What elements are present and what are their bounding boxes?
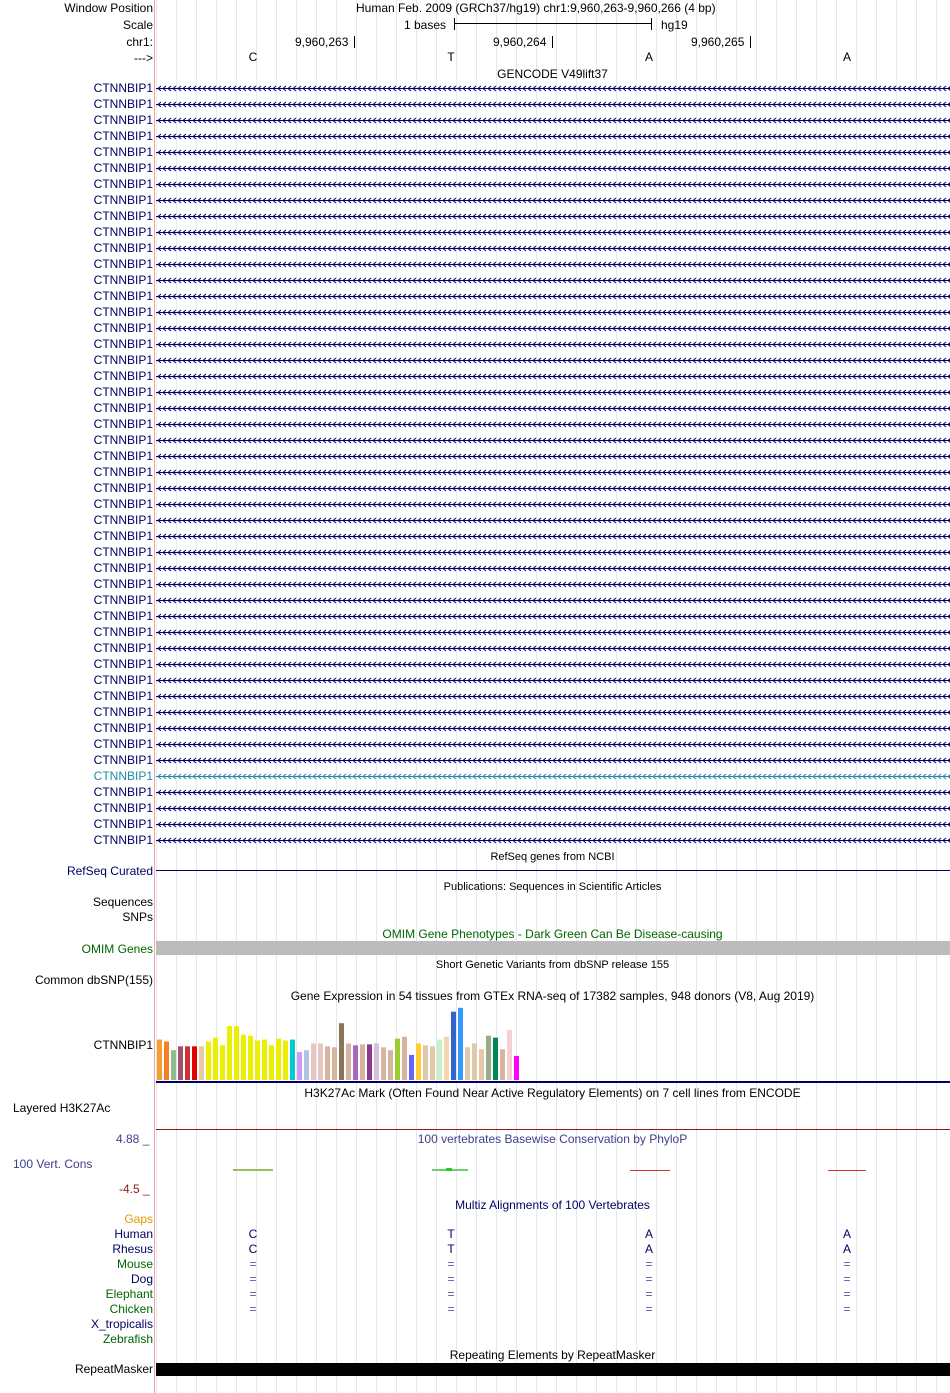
alignment-base: = [843,1257,851,1271]
phylop-max-label: 4.88 _ [116,1132,150,1146]
dbsnp-track-title[interactable]: Short Genetic Variants from dbSNP release 155 [435,959,670,971]
gencode-gene-label[interactable]: CTNNBIP1 [93,705,153,719]
alignment-base: = [249,1287,257,1301]
gencode-gene-label[interactable]: CTNNBIP1 [93,545,153,559]
gencode-gene-label[interactable]: CTNNBIP1 [93,337,153,351]
gtex-tissue-bar[interactable] [507,1030,512,1080]
alignment-base: = [447,1257,455,1271]
gencode-gene-label[interactable]: CTNNBIP1 [93,145,153,159]
track-divider [154,0,155,1393]
gencode-transcript[interactable] [156,625,950,639]
publications-track-title[interactable]: Publications: Sequences in Scientific Articles [443,881,662,893]
gencode-gene-label[interactable]: CTNNBIP1 [93,769,153,783]
scale-bar [454,18,652,30]
species-label[interactable]: Zebrafish [102,1332,153,1346]
tick-mark-3 [750,36,751,48]
alignment-base: = [249,1302,257,1316]
ref-base: A [842,50,851,64]
gencode-transcript[interactable] [156,641,950,655]
gencode-transcript[interactable] [156,721,950,735]
alignment-base: = [645,1287,653,1301]
gtex-tissue-bar[interactable] [395,1039,400,1080]
gencode-gene-label[interactable]: CTNNBIP1 [93,817,153,831]
species-label[interactable]: Human [114,1227,153,1241]
gencode-gene-label[interactable]: CTNNBIP1 [93,657,153,671]
multiz-track-title[interactable]: Multiz Alignments of 100 Vertebrates [455,1198,650,1212]
gtex-tissue-bar[interactable] [255,1041,260,1080]
ref-base: C [248,50,258,64]
gtex-tissue-bar[interactable] [430,1046,435,1080]
gencode-gene-label[interactable]: CTNNBIP1 [93,241,153,255]
gtex-tissue-bar[interactable] [157,1040,162,1080]
gtex-tissue-bar[interactable] [262,1040,267,1080]
gtex-tissue-bar[interactable] [185,1046,190,1080]
gencode-gene-label[interactable]: CTNNBIP1 [93,417,153,431]
gtex-tissue-bar[interactable] [402,1037,407,1080]
h3k27ac-line [156,1129,950,1130]
gencode-gene-label[interactable]: CTNNBIP1 [93,561,153,575]
gencode-gene-label[interactable]: CTNNBIP1 [93,513,153,527]
gtex-tissue-bar[interactable] [283,1041,288,1080]
phylop-signal [233,1169,273,1171]
db-text: hg19 [661,18,688,32]
gtex-tissue-bar[interactable] [164,1042,169,1081]
gencode-transcript[interactable] [156,481,950,495]
species-label[interactable]: Rhesus [112,1242,153,1256]
gtex-tissue-bar[interactable] [346,1043,351,1080]
gencode-transcript[interactable] [156,289,950,303]
omim-label[interactable]: OMIM Genes [81,942,153,956]
gencode-transcript[interactable] [156,785,950,799]
refseq-label[interactable]: RefSeq Curated [66,864,153,878]
gencode-gene-label[interactable]: CTNNBIP1 [93,113,153,127]
gtex-tissue-bar[interactable] [318,1043,323,1080]
sequences-label[interactable]: Sequences [92,895,153,909]
gencode-transcript[interactable] [156,529,950,543]
gencode-gene-label[interactable]: CTNNBIP1 [93,577,153,591]
alignment-base: C [248,1227,258,1241]
gencode-gene-label[interactable]: CTNNBIP1 [93,433,153,447]
window-position-label: Window Position [64,1,153,15]
gencode-transcript[interactable] [156,113,950,127]
gtex-tissue-bar[interactable] [367,1044,372,1080]
gencode-gene-label[interactable]: CTNNBIP1 [93,193,153,207]
gencode-transcript[interactable] [156,577,950,591]
alignment-base: A [644,1242,653,1256]
gencode-transcript[interactable] [156,337,950,351]
alignment-base: = [645,1302,653,1316]
gencode-transcript[interactable] [156,689,950,703]
gencode-transcript[interactable] [156,177,950,191]
alignment-base: = [843,1272,851,1286]
phylop-signal [630,1170,670,1171]
gencode-transcript[interactable] [156,433,950,447]
gtex-tissue-bar[interactable] [444,1037,449,1080]
assembly-title[interactable]: Human Feb. 2009 (GRCh37/hg19) chr1:9,960,263-9,960,266 (4 bp) [356,1,716,15]
gencode-gene-label[interactable]: CTNNBIP1 [93,97,153,111]
gencode-transcript[interactable] [156,161,950,175]
position-tick-3: 9,960,265 [691,35,745,49]
gtex-tissue-bar[interactable] [304,1050,309,1080]
gencode-gene-label[interactable]: CTNNBIP1 [93,673,153,687]
gtex-tissue-bar[interactable] [206,1042,211,1081]
gencode-gene-label[interactable]: CTNNBIP1 [93,609,153,623]
gtex-tissue-bar[interactable] [472,1043,477,1080]
alignment-base: = [249,1257,257,1271]
ref-base: T [447,50,455,64]
phylop-signal [446,1168,452,1171]
gtex-tissue-bar[interactable] [325,1046,330,1080]
species-label[interactable]: Mouse [116,1257,153,1271]
gtex-tissue-bar[interactable] [199,1046,204,1080]
gencode-transcript[interactable] [156,513,950,527]
snps-label[interactable]: SNPs [122,910,153,924]
gtex-tissue-bar[interactable] [416,1043,421,1080]
gencode-transcript[interactable] [156,209,950,223]
gencode-transcript[interactable] [156,753,950,767]
gencode-gene-label[interactable]: CTNNBIP1 [93,129,153,143]
phylop-track-title[interactable]: 100 vertebrates Basewise Conservation by PhyloP [417,1132,688,1146]
gtex-tissue-bar[interactable] [248,1036,253,1080]
gencode-transcript[interactable] [156,657,950,671]
gencode-transcript[interactable] [156,609,950,623]
alignment-base: = [645,1257,653,1271]
gtex-tissue-bar[interactable] [465,1047,470,1080]
gtex-tissue-bar[interactable] [479,1049,484,1080]
gencode-gene-label[interactable]: CTNNBIP1 [93,177,153,191]
alignment-base: = [645,1272,653,1286]
gencode-gene-label[interactable]: CTNNBIP1 [93,737,153,751]
omim-track-title[interactable]: OMIM Gene Phenotypes - Dark Green Can Be Disease-causing [382,927,723,941]
alignment-base: A [644,1227,653,1241]
gencode-gene-label[interactable]: CTNNBIP1 [93,481,153,495]
alignment-base: A [842,1242,851,1256]
gencode-gene-label[interactable]: CTNNBIP1 [93,273,153,287]
gencode-transcript[interactable] [156,273,950,287]
strand-label: ---> [134,51,153,65]
gencode-gene-label[interactable]: CTNNBIP1 [93,353,153,367]
gencode-transcript[interactable] [156,593,950,607]
gtex-tissue-bar[interactable] [451,1012,456,1080]
gtex-tissue-bar[interactable] [514,1056,519,1080]
gencode-gene-label[interactable]: CTNNBIP1 [93,625,153,639]
species-label[interactable]: Chicken [109,1302,153,1316]
ref-base: A [644,50,653,64]
gencode-gene-label[interactable]: CTNNBIP1 [93,257,153,271]
refseq-line [156,870,950,871]
gencode-transcript[interactable] [156,465,950,479]
gtex-bar-chart[interactable] [156,1003,950,1083]
gtex-tissue-bar[interactable] [297,1052,302,1080]
gtex-tissue-bar[interactable] [192,1046,197,1080]
gencode-gene-label[interactable]: CTNNBIP1 [93,81,153,95]
gencode-transcript[interactable] [156,545,950,559]
omim-bar[interactable] [156,941,950,955]
gencode-gene-label[interactable]: CTNNBIP1 [93,289,153,303]
gencode-transcript[interactable] [156,769,950,783]
gencode-transcript[interactable] [156,737,950,751]
repeatmasker-label[interactable]: RepeatMasker [74,1362,153,1376]
dbsnp-label[interactable]: Common dbSNP(155) [34,973,153,987]
gencode-transcript[interactable] [156,81,950,95]
gencode-transcript[interactable] [156,241,950,255]
species-label[interactable]: Elephant [105,1287,153,1301]
refseq-track-title[interactable]: RefSeq genes from NCBI [490,851,615,863]
gencode-transcript[interactable] [156,129,950,143]
gtex-track-title[interactable]: Gene Expression in 54 tissues from GTEx RNA-seq of 17382 samples, 948 donors (V8, Aug 2019) [290,989,815,1003]
gencode-gene-label[interactable]: CTNNBIP1 [93,321,153,335]
gtex-label[interactable]: CTNNBIP1 [93,1038,153,1052]
tick-mark-2 [552,36,553,48]
gtex-tissue-bar[interactable] [290,1040,295,1080]
gencode-gene-label[interactable]: CTNNBIP1 [93,833,153,847]
scale-text: 1 bases [404,18,447,32]
gencode-transcript[interactable] [156,497,950,511]
gencode-gene-label[interactable]: CTNNBIP1 [93,689,153,703]
gtex-tissue-bar[interactable] [409,1055,414,1080]
gencode-gene-label[interactable]: CTNNBIP1 [93,385,153,399]
gtex-tissue-bar[interactable] [178,1046,183,1080]
alignment-base: A [842,1227,851,1241]
gencode-gene-label[interactable]: CTNNBIP1 [93,305,153,319]
position-tick-1: 9,960,263 [295,35,349,49]
alignment-base: = [447,1287,455,1301]
gencode-transcript[interactable] [156,833,950,847]
gtex-tissue-bar[interactable] [234,1026,239,1080]
gencode-transcript[interactable] [156,673,950,687]
gencode-gene-label[interactable]: CTNNBIP1 [93,529,153,543]
alignment-base: = [843,1302,851,1316]
gtex-tissue-bar[interactable] [493,1038,498,1080]
gtex-tissue-bar[interactable] [269,1045,274,1080]
gencode-transcript[interactable] [156,321,950,335]
gtex-tissue-bar[interactable] [276,1039,281,1080]
h3k27ac-label[interactable]: Layered H3K27Ac [13,1101,111,1115]
gencode-transcript[interactable] [156,817,950,831]
gtex-baseline [156,1081,950,1083]
gencode-gene-label[interactable]: CTNNBIP1 [93,465,153,479]
gencode-transcript[interactable] [156,705,950,719]
gencode-transcript[interactable] [156,305,950,319]
alignment-base: T [447,1242,455,1256]
phylop-label[interactable]: 100 Vert. Cons [13,1157,93,1171]
gencode-gene-label[interactable]: CTNNBIP1 [93,369,153,383]
gencode-transcript[interactable] [156,353,950,367]
gtex-tissue-bar[interactable] [360,1044,365,1080]
gencode-gene-label[interactable]: CTNNBIP1 [93,161,153,175]
tick-mark-1 [354,36,355,48]
gencode-transcript[interactable] [156,385,950,399]
gencode-gene-label[interactable]: CTNNBIP1 [93,593,153,607]
chr-label: chr1: [126,35,153,49]
gtex-tissue-bar[interactable] [486,1036,491,1080]
alignment-base: = [447,1302,455,1316]
gtex-tissue-bar[interactable] [500,1049,505,1080]
phylop-signal [828,1170,866,1171]
alignment-base: = [249,1272,257,1286]
gtex-tissue-bar[interactable] [353,1045,358,1080]
alignment-base: = [447,1272,455,1286]
gaps-label[interactable]: Gaps [124,1212,153,1226]
gtex-tissue-bar[interactable] [241,1035,246,1080]
scale-label: Scale [122,18,153,32]
h3k27ac-track-title[interactable]: H3K27Ac Mark (Often Found Near Active Regulatory Elements) on 7 cell lines from ENCODE [304,1086,801,1100]
gencode-transcript[interactable] [156,257,950,271]
gencode-gene-label[interactable]: CTNNBIP1 [93,721,153,735]
gencode-transcript[interactable] [156,97,950,111]
position-tick-2: 9,960,264 [493,35,547,49]
gtex-tissue-bar[interactable] [388,1050,393,1080]
gtex-tissue-bar[interactable] [381,1047,386,1080]
gencode-gene-label[interactable]: CTNNBIP1 [93,801,153,815]
gencode-gene-label[interactable]: CTNNBIP1 [93,641,153,655]
gencode-gene-label[interactable]: CTNNBIP1 [93,449,153,463]
gtex-tissue-bar[interactable] [311,1043,316,1080]
gencode-gene-label[interactable]: CTNNBIP1 [93,497,153,511]
gtex-tissue-bar[interactable] [339,1023,344,1080]
gencode-transcript[interactable] [156,225,950,239]
gencode-transcript[interactable] [156,449,950,463]
repeatmasker-bar[interactable] [156,1363,950,1376]
alignment-base: C [248,1242,258,1256]
gencode-transcript[interactable] [156,801,950,815]
gencode-gene-label[interactable]: CTNNBIP1 [93,225,153,239]
gtex-tissue-bar[interactable] [423,1045,428,1080]
gencode-transcript[interactable] [156,561,950,575]
gencode-track-title[interactable]: GENCODE V49lift37 [497,67,608,81]
gencode-transcript[interactable] [156,401,950,415]
gtex-tissue-bar[interactable] [332,1047,337,1080]
gencode-gene-label[interactable]: CTNNBIP1 [93,209,153,223]
gencode-gene-label[interactable]: CTNNBIP1 [93,401,153,415]
gencode-transcript[interactable] [156,193,950,207]
alignment-base: T [447,1227,455,1241]
gencode-gene-label[interactable]: CTNNBIP1 [93,785,153,799]
gtex-tissue-bar[interactable] [458,1008,463,1080]
gtex-tissue-bar[interactable] [437,1040,442,1080]
species-label[interactable]: X_tropicalis [90,1317,153,1331]
species-label[interactable]: Dog [130,1272,153,1286]
gtex-tissue-bar[interactable] [227,1026,232,1080]
phylop-min-label: -4.5 _ [119,1182,150,1196]
gtex-tissue-bar[interactable] [374,1043,379,1080]
gencode-transcript[interactable] [156,145,950,159]
gencode-transcript[interactable] [156,417,950,431]
gencode-gene-label[interactable]: CTNNBIP1 [93,753,153,767]
repeatmasker-track-title[interactable]: Repeating Elements by RepeatMasker [449,1348,656,1362]
gtex-tissue-bar[interactable] [171,1050,176,1080]
gtex-tissue-bar[interactable] [213,1038,218,1080]
gtex-tissue-bar[interactable] [220,1045,225,1080]
alignment-base: = [843,1287,851,1301]
gencode-transcript[interactable] [156,369,950,383]
